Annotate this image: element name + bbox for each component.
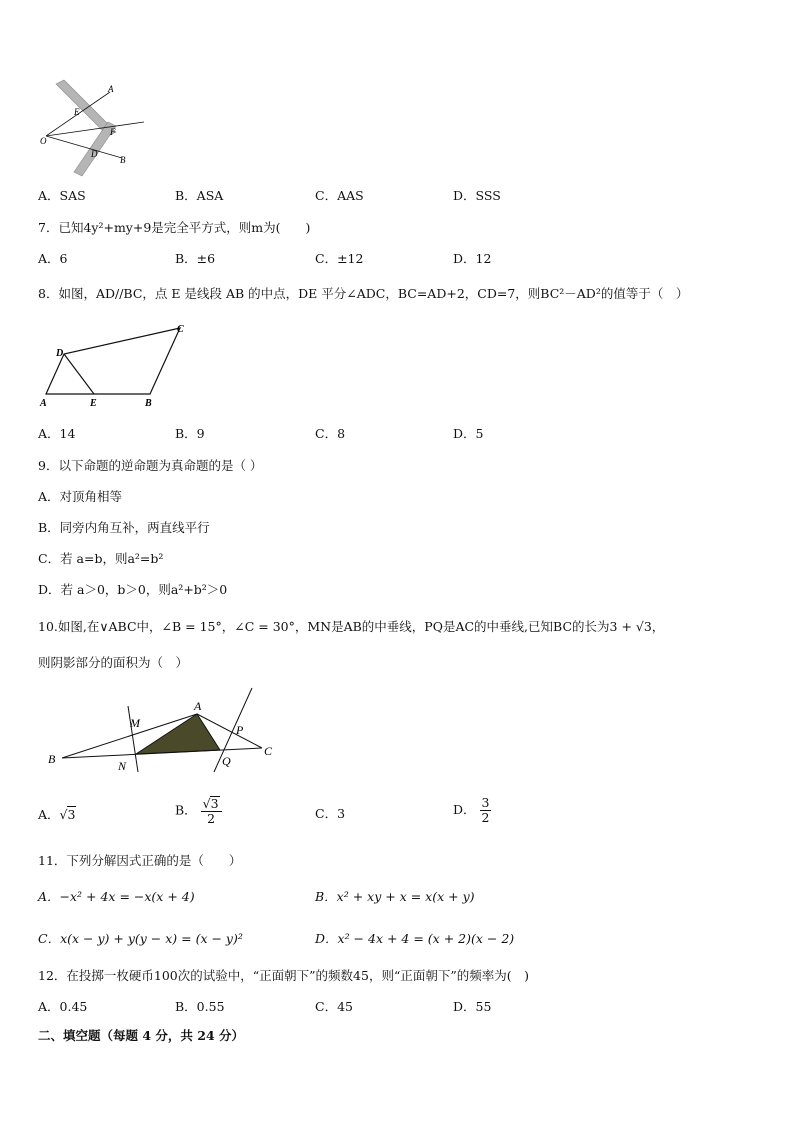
- q9-stem: 9．以下命题的逆命题为真命题的是（ ）: [38, 458, 263, 473]
- label-a: A: [194, 699, 202, 713]
- q7-option-b[interactable]: B．±6: [175, 251, 216, 266]
- q12-option-c[interactable]: C．45: [315, 999, 353, 1014]
- label-b: B: [120, 155, 126, 165]
- label-o: O: [40, 136, 47, 146]
- label-e: E: [74, 107, 80, 117]
- q6-option-a[interactable]: A．SAS: [38, 188, 86, 203]
- q10-option-d[interactable]: D． $\frac{3}{2}$: [453, 795, 490, 825]
- q10-option-a[interactable]: A．√3: [38, 807, 76, 822]
- label-b: B: [145, 398, 152, 409]
- ray-of: [46, 122, 144, 136]
- q6-option-d[interactable]: D．SSS: [453, 188, 501, 203]
- q12-stem: 12．在投掷一枚硬币100次的试验中，“正面朝下”的频数45，则“正面朝下”的频率为( ): [38, 968, 529, 983]
- figure-q6-angle-ruler: [36, 78, 156, 178]
- label-d: D: [91, 149, 98, 159]
- q6-option-b[interactable]: B．ASA: [175, 188, 224, 203]
- label-e: E: [90, 398, 97, 409]
- label-n: N: [118, 759, 127, 773]
- label-d: D: [56, 348, 64, 359]
- figure-q8-quadrilateral: [36, 320, 196, 410]
- q9-option-a[interactable]: A．对顶角相等: [38, 489, 123, 504]
- label-f: F: [110, 127, 116, 137]
- q10-stem-line2: 则阴影部分的面积为（ ）: [38, 655, 189, 670]
- q7-option-d[interactable]: D．12: [453, 251, 492, 266]
- q11-stem: 11．下列分解因式正确的是（ ）: [38, 853, 242, 868]
- label-q: Q: [222, 754, 231, 768]
- label-b: B: [48, 752, 56, 766]
- q11-option-d[interactable]: D．x² − 4x + 4 = (x + 2)(x − 2): [315, 931, 515, 946]
- label-p: P: [236, 723, 244, 737]
- q9-option-b[interactable]: B．同旁内角互补，两直线平行: [38, 520, 210, 535]
- label-a: A: [40, 398, 47, 409]
- section-2-heading: 二、填空题（每题 4 分，共 24 分）: [38, 1028, 245, 1043]
- q11-option-a[interactable]: A．−x² + 4x = −x(x + 4): [38, 889, 195, 904]
- q12-option-d[interactable]: D．55: [453, 999, 492, 1014]
- q11-option-c[interactable]: C．x(x − y) + y(y − x) = (x − y)²: [38, 931, 243, 946]
- q7-stem: 7．已知4y²+my+9是完全平方式，则m为( ): [38, 220, 311, 235]
- q8-option-d[interactable]: D．5: [453, 426, 484, 441]
- q9-option-d[interactable]: D．若 a＞0，b＞0，则a²+b²＞0: [38, 582, 228, 597]
- ray-ob: [46, 136, 122, 158]
- q9-option-c[interactable]: C．若 a=b，则a²=b²: [38, 551, 164, 566]
- line-pq: [214, 688, 252, 772]
- label-m: M: [130, 716, 140, 730]
- q6-option-c[interactable]: C．AAS: [315, 188, 364, 203]
- q11-option-b[interactable]: B．x² + xy + x = x(x + y): [315, 889, 475, 904]
- q10-option-b[interactable]: B． $\frac{√3}{2}$: [175, 796, 222, 826]
- q12-option-a[interactable]: A．0.45: [38, 999, 88, 1014]
- q12-option-b[interactable]: B．0.55: [175, 999, 225, 1014]
- q8-option-b[interactable]: B．9: [175, 426, 205, 441]
- q8-option-a[interactable]: A．14: [38, 426, 76, 441]
- q8-stem: 8．如图，AD//BC，点 E 是线段 AB 的中点，DE 平分∠ADC，BC=AD+2，CD=7，则BC²－AD²的值等于（ ）: [38, 286, 689, 301]
- q10-stem-line1: 10.如图,在∨ABC中，∠B = 15°，∠C = 30°，MN是AB的中垂线，PQ是AC的中垂线,已知BC的长为3 + √3，: [38, 619, 665, 634]
- q7-option-a[interactable]: A．6: [38, 251, 68, 266]
- segment-de: [64, 354, 94, 394]
- label-c: C: [177, 324, 184, 335]
- q8-option-c[interactable]: C．8: [315, 426, 346, 441]
- quad-abcd: [46, 328, 180, 394]
- figure-q10-triangle: [40, 684, 290, 774]
- q10-option-c[interactable]: C．3: [315, 806, 346, 821]
- label-a: A: [108, 84, 114, 94]
- label-c: C: [264, 744, 273, 758]
- q7-option-c[interactable]: C．±12: [315, 251, 364, 266]
